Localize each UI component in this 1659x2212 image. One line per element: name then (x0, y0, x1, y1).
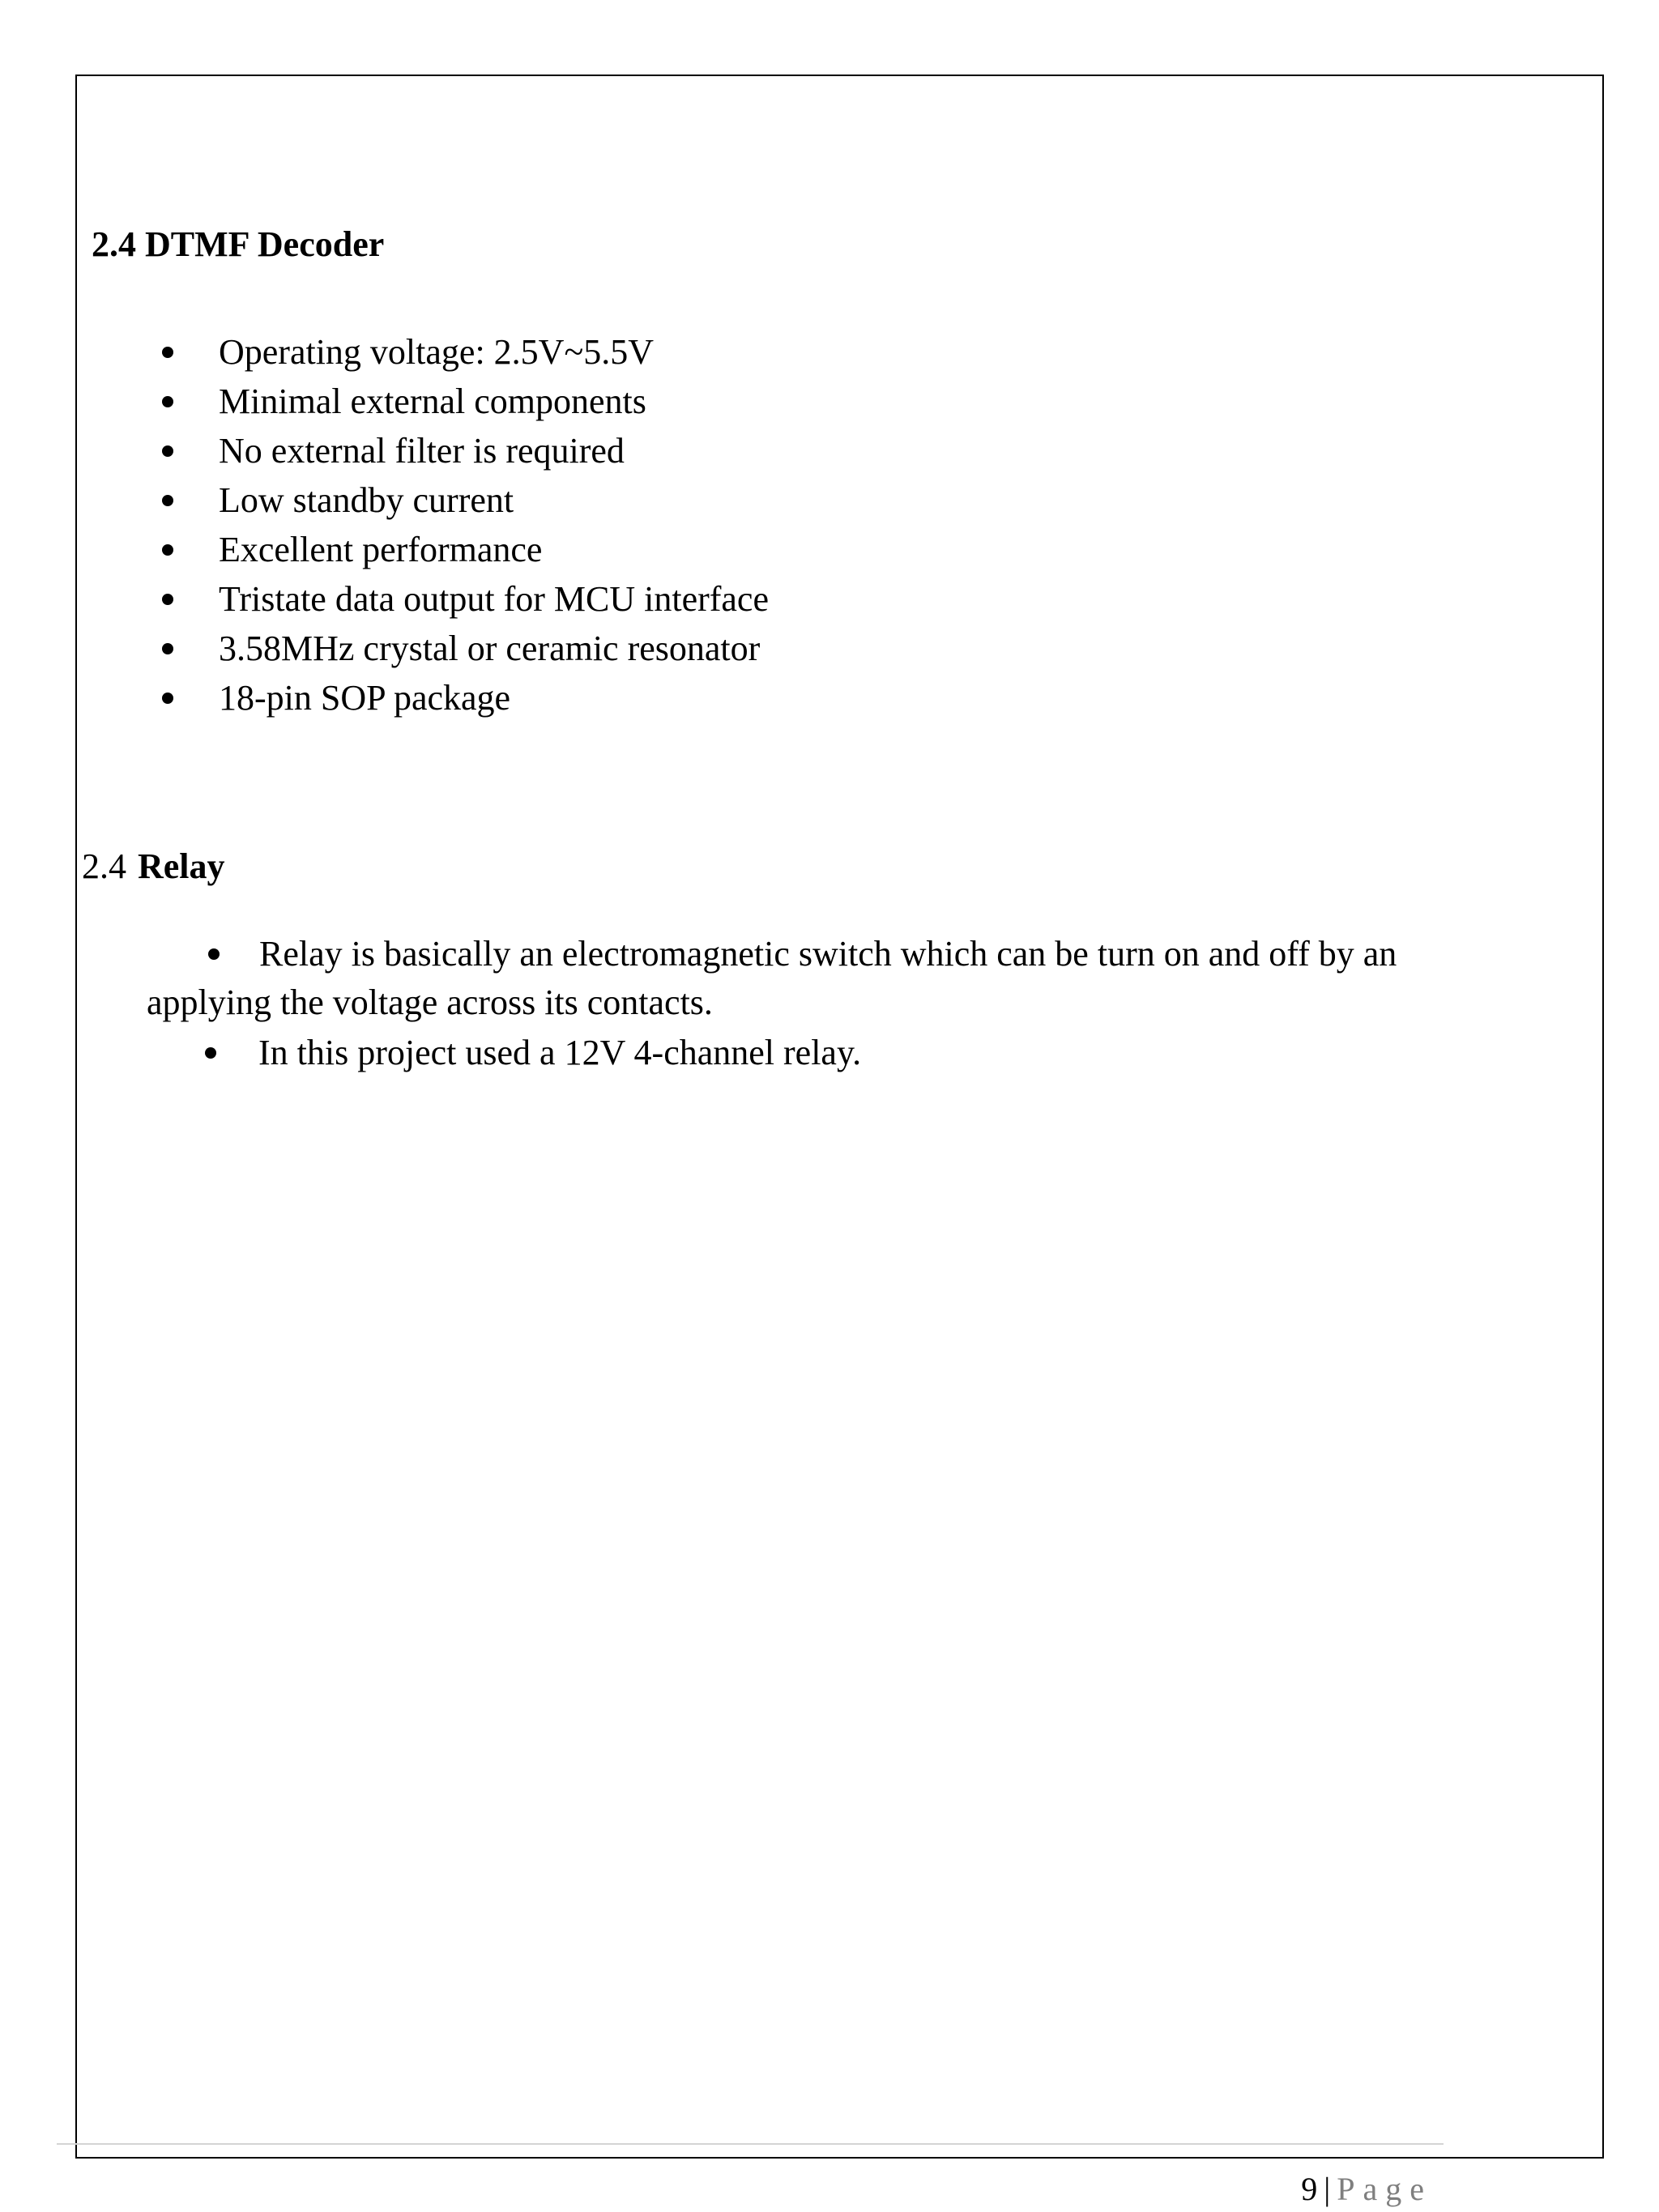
list-item-text: Tristate data output for MCU interface (219, 579, 769, 619)
list-item (147, 930, 1491, 978)
bullet-icon (205, 1047, 216, 1059)
bullet-icon (162, 594, 173, 605)
section-heading-dtmf: 2.4 DTMF Decoder (92, 224, 385, 264)
bullet-icon (162, 445, 173, 457)
list-item-text: In this project used a 12V 4-channel relay. (258, 1033, 862, 1072)
section-number: 2.4 (82, 846, 126, 886)
list-item-text: 18-pin SOP package (219, 678, 511, 718)
list-item-text: 3.58MHz crystal or ceramic resonator (219, 629, 761, 668)
bullet-icon (162, 643, 173, 654)
relay-bullet-paragraph (147, 930, 1491, 1027)
list-item-text: Excellent performance (219, 530, 543, 569)
page-footer (1301, 2169, 1432, 2210)
list-item-text: Relay is basically an electromagnetic switch which can be turn on and off by an (259, 934, 1397, 974)
bullet-icon (162, 347, 173, 358)
bullet-icon (162, 544, 173, 556)
footer-separator: | (1324, 2171, 1331, 2207)
footer-divider (57, 2143, 1444, 2145)
list-item-continuation: applying the voltage across its contacts. (147, 982, 713, 1022)
section-title: Relay (138, 846, 225, 886)
bullet-icon (162, 693, 173, 704)
list-item-text: Operating voltage: 2.5V~5.5V (219, 332, 655, 372)
list-item-text: No external filter is required (219, 431, 625, 471)
page-number: 9 (1301, 2171, 1318, 2207)
bullet-icon (162, 396, 173, 407)
section-heading-relay (82, 842, 225, 891)
list-item-text: Low standby current (219, 480, 514, 520)
bullet-icon (208, 948, 220, 960)
list-item-text: Minimal external components (219, 381, 646, 421)
bullet-icon (162, 495, 173, 506)
page-label: Page (1337, 2171, 1432, 2207)
